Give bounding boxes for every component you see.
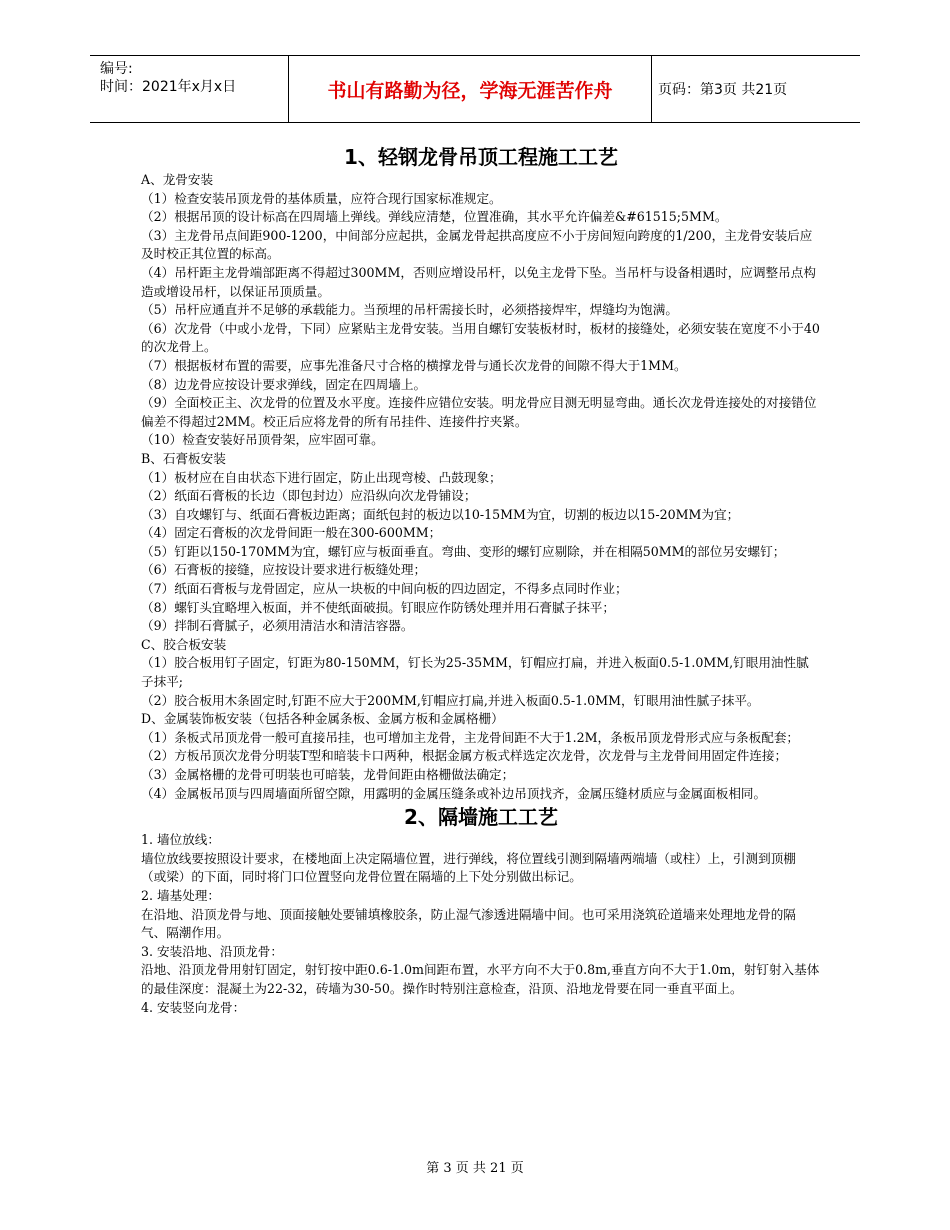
body-paragraph: 3. 安装沿地、沿顶龙骨： bbox=[141, 943, 283, 959]
body-paragraph: （6）石膏板的接缝，应按设计要求进行板缝处理； bbox=[141, 562, 427, 578]
body-paragraph: （3）主龙骨吊点间距900-1200，中间部分应起拱，金属龙骨起拱高度应不小于房间短向跨度的1/200，主龙骨安装后应及时校正其位置的标高。 bbox=[141, 227, 813, 262]
header-page-info: 页码：第3页 共21页 bbox=[658, 82, 788, 98]
section-title-partition: 2、隔墙施工工艺 bbox=[404, 805, 558, 830]
body-paragraph: （4）金属板吊顶与四周墙面所留空隙，用露明的金属压缝条或补边吊顶找齐，金属压缝材质应与金属面板相同。 bbox=[141, 785, 767, 801]
document-number-label: 编号: bbox=[100, 61, 133, 77]
body-paragraph: 在沿地、沿顶龙骨与地、顶面接触处要铺填橡胶条，防止湿气渗透进隔墙中间。也可采用浇筑砼道墙来处理地龙骨的隔气、隔潮作用。 bbox=[141, 906, 796, 941]
body-paragraph: （10）检查安装好吊顶骨架，应牢固可靠。 bbox=[141, 432, 384, 448]
body-paragraph: A、龙骨安装 bbox=[141, 172, 214, 187]
body-paragraph: （6）次龙骨（中或小龙骨，下同）应紧贴主龙骨安装。当用自螺钉安装板材时，板材的接缝处，必须安装在宽度不小于40的次龙骨上。 bbox=[141, 320, 820, 355]
body-paragraph: （9）拌制石膏腻子，必须用清洁水和清洁容器。 bbox=[141, 618, 414, 634]
body-paragraph: （7）根据板材布置的需要，应事先准备尺寸合格的横撑龙骨与通长次龙骨的间隙不得大于1MM。 bbox=[141, 357, 687, 373]
body-paragraph: 4. 安装竖向龙骨： bbox=[141, 999, 246, 1015]
body-paragraph: （8）边龙骨应按设计要求弹线，固定在四周墙上。 bbox=[141, 376, 427, 392]
body-paragraph: B、石膏板安装 bbox=[141, 450, 226, 466]
body-paragraph: （8）螺钉头宜略埋入板面，并不使纸面破损。钉眼应作防锈处理并用石膏腻子抹平； bbox=[141, 599, 615, 615]
section-title-ceiling: 1、轻钢龙骨吊顶工程施工工艺 bbox=[344, 145, 618, 169]
section-ceiling-body bbox=[141, 171, 821, 803]
body-paragraph: （9）全面校正主、次龙骨的位置及水平度。连接件应错位安装。明龙骨应目测无明显弯曲。通长次龙骨连接处的对接错位偏差不得超过2MM。校正后应将龙骨的所有吊挂件、连接件拧夹紧。 bbox=[141, 395, 817, 429]
body-paragraph: （2）纸面石膏板的长边（即包封边）应沿纵向次龙骨铺设； bbox=[141, 488, 477, 504]
body-paragraph: （2）方板吊顶次龙骨分明装T型和暗装卡口两种，根据金属方板式样选定次龙骨，次龙骨与主龙骨间用固定件连接； bbox=[141, 748, 788, 764]
body-paragraph: （2）根据吊顶的设计标高在四周墙上弹线。弹线应清楚，位置准确，其水平允许偏差&#61515;5MM。 bbox=[141, 209, 728, 225]
header-meta bbox=[100, 60, 285, 96]
body-paragraph: 墙位放线要按照设计要求，在楼地面上决定隔墙位置，进行弹线，将位置线引测到隔墙两端墙（或柱）上，引测到顶棚（或梁）的下面，同时将门口位置竖向龙骨位置在隔墙的上下处分别做出标记。 bbox=[141, 850, 796, 885]
body-paragraph: D、金属装饰板安装（包括各种金属条板、金属方板和金属格栅） bbox=[141, 711, 504, 727]
page-footer: 第 3 页 共 21 页 bbox=[426, 1161, 524, 1176]
body-paragraph: （2）胶合板用木条固定时,钉距不应大于200MM,钉帽应打扁,并进入板面0.5-1.0MM，钉眼用油性腻子抹平。 bbox=[141, 692, 760, 708]
body-paragraph: 1. 墙位放线： bbox=[141, 832, 220, 848]
body-paragraph: （4）吊杆距主龙骨端部距离不得超过300MM，否则应增设吊杆，以免主龙骨下坠。当吊杆与设备相遇时，应调整吊点构造或增设吊杆，以保证吊顶质量。 bbox=[141, 264, 816, 299]
body-paragraph: （1）检查安装吊顶龙骨的基体质量，应符合现行国家标准规定。 bbox=[141, 190, 502, 206]
body-paragraph: （7）纸面石膏板与龙骨固定，应从一块板的中间向板的四边固定，不得多点同时作业； bbox=[141, 581, 628, 597]
body-paragraph: （5）钉距以150-170MM为宜，螺钉应与板面垂直。弯曲、变形的螺钉应剔除，并在相隔50MM的部位另安螺钉； bbox=[141, 543, 786, 559]
body-paragraph: （5）吊杆应通直并不足够的承载能力。当预埋的吊杆需接长时，必须搭接焊牢，焊缝均为饱满。 bbox=[141, 302, 678, 318]
body-paragraph: （1）胶合板用钉子固定，钉距为80-150MM，钉长为25-35MM，钉帽应打扁，并进入板面0.5-1.0MM,钉眼用油性腻子抹平; bbox=[141, 655, 809, 690]
page-header bbox=[90, 55, 860, 123]
section-partition-body bbox=[141, 831, 821, 1017]
body-paragraph: （1）条板式吊顶龙骨一般可直接吊挂，也可增加主龙骨，主龙骨间距不大于1.2M，条板吊顶龙骨形式应与条板配套； bbox=[141, 729, 800, 745]
document-body bbox=[141, 143, 821, 1017]
body-paragraph: C、胶合板安装 bbox=[141, 636, 227, 652]
body-paragraph: （1）板材应在自由状态下进行固定，防止出现弯棱、凸鼓现象； bbox=[141, 469, 502, 485]
body-paragraph: （3）金属格栅的龙骨可明装也可暗装，龙骨间距由格栅做法确定； bbox=[141, 767, 515, 782]
body-paragraph: （3）自攻螺钉与、纸面石膏板边距离；面纸包封的板边以10-15MM为宜，切割的板边以15-20MM为宜； bbox=[141, 506, 740, 522]
body-paragraph: （4）固定石膏板的次龙骨间距一般在300-600MM； bbox=[141, 525, 442, 541]
document-time: 时间：2021年x月x日 bbox=[100, 79, 237, 95]
body-paragraph: 2. 墙基处理： bbox=[141, 887, 220, 903]
body-paragraph: 沿地、沿顶龙骨用射钉固定，射钉按中距0.6-1.0m间距布置，水平方向不大于0.8m,垂直方向不大于1.0m，射钉射入基体的最佳深度：混凝土为22-32，砖墙为30-50。操作时特别注意检查，沿顶、沿地龙骨要在同一垂直平面上。 bbox=[141, 962, 820, 996]
header-motto: 书山有路勤为径，学海无涯苦作舟 bbox=[288, 56, 652, 122]
